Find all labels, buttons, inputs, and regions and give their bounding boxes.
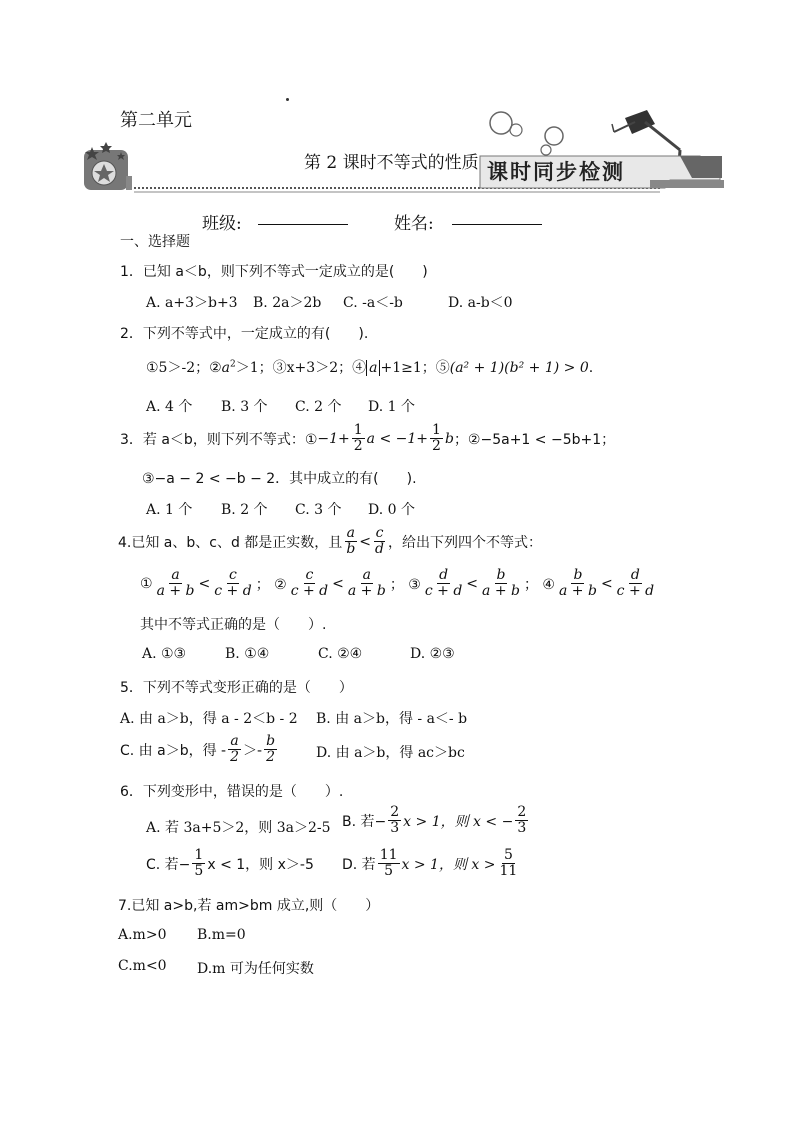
q6-option-c: C. 若− $\frac{1}{5}$ x < 1，则 x＞-5 (146, 847, 314, 880)
class-field[interactable] (258, 224, 348, 225)
q6-option-c-text2: x < 1，则 x＞-5 (207, 856, 314, 873)
q6-option-c-text: C. 若− (146, 856, 191, 873)
q6-option-d-text2: x > 1，则 x > (401, 856, 496, 873)
q7-option-c: C.m<0 (118, 958, 167, 974)
q6-option-b-text: B. 若− (342, 813, 387, 830)
q3-line2: ③−a − 2 < −b − 2．其中成立的有( ). (142, 471, 417, 487)
q1-option-a: A. a+3＞b+3 (146, 295, 238, 311)
q6-option-a: A. 若 3a+5＞2，则 3a＞2-5 (146, 820, 331, 836)
q5-option-a: A. 由 a＞b，得 a - 2＜b - 2 (120, 711, 298, 727)
section-heading: 一、选择题 (120, 234, 190, 250)
q6-option-d: D. 若 $\frac{11}{5}$ x > 1，则 x > $\frac{5}{11}$ (342, 847, 518, 880)
q2-stem: 2．下列不等式中，一定成立的有( ). (120, 326, 369, 342)
q7-option-d: D.m 可为任何实数 (197, 961, 314, 977)
q1-stem: 1．已知 a＜b，则下列不等式一定成立的是( ) (120, 264, 428, 280)
class-label: 班级: (202, 214, 242, 234)
q7-option-b: B.m=0 (197, 927, 246, 943)
q1-option-d: D. a-b＜0 (448, 295, 513, 311)
q4-conclusion: 其中不等式正确的是（ ）. (140, 617, 327, 633)
q4-stem-b: ，给出下列四个不等式： (387, 534, 542, 551)
q2-item-2: ＞1；③x+3＞2；④ (235, 360, 367, 376)
q4-option-c: C. ②④ (318, 646, 363, 662)
q6-option-b-text2: x > 1，则 x < − (403, 813, 514, 830)
name-label: 姓名: (394, 214, 434, 234)
q3-stem: 3．若 a＜b，则下列不等式：① (120, 431, 318, 448)
q4-option-d: D. ②③ (410, 646, 455, 662)
q1-option-c: C. -a＜-b (343, 295, 403, 311)
q2-option-d: D. 1 个 (368, 399, 415, 415)
q3-option-a: A. 1 个 (146, 502, 193, 518)
q3-option-d: D. 0 个 (368, 502, 415, 518)
q7-option-a: A.m>0 (118, 927, 167, 943)
q4-option-b: B. ①④ (225, 646, 270, 662)
q2-item-1: ①5＞-2；② (146, 360, 222, 376)
q2-item-3: +1≥1；⑤ (380, 360, 450, 376)
q2-items: ①5＞-2；$②a^2>1$；③x+3＞2；④ a +1≥1；⑤(a² + 1)(b² + 1) > 0. (146, 359, 594, 376)
q3-option-c: C. 3 个 (295, 502, 342, 518)
q4-inequalities: ① $\frac{a}{a + b}$ < $\frac{c}{c + d}$ ； ② $\frac{c}{c + d}$ < $\frac{a}{a + b}$ ； ③ $\frac{d}{c + d}$ < $\frac{b}{a + b}$ ； ④ $\frac{b}{a + b}$ < $\frac{d}{c + d}$ (140, 567, 655, 600)
q2-option-a: A. 4 个 (146, 399, 193, 415)
q2-item-4: (a² + 1)(b² + 1) > 0 (449, 360, 589, 376)
q3-line1: 3．若 a＜b，则下列不等式：① −1+ $\frac{1}{2}$ a < −1+ $\frac{1}{2}$ b ；②−5a+1 < −5b+1； (120, 422, 616, 455)
banner-title: 课时同步检测 (487, 159, 625, 184)
q2-option-c: C. 2 个 (295, 399, 342, 415)
q5-option-c: C. 由 a＞b，得 - $\frac{a}{2}$ ＞- $\frac{b}{2}$ (120, 733, 276, 766)
lesson-title: 第 2 课时不等式的性质 (304, 153, 479, 173)
q5-option-d: D. 由 a＞b，得 ac＞bc (316, 745, 465, 761)
q7-stem: 7.已知 a>b,若 am>bm 成立,则（ ） (118, 898, 380, 914)
q4-stem: 4.已知 a、b、c、d 都是正实数，且 $\frac{a}{b}$ < $\frac{c}{d}$ ，给出下列四个不等式： (118, 525, 542, 558)
name-field[interactable] (452, 224, 542, 225)
q4-stem-a: 4.已知 a、b、c、d 都是正实数，且 (118, 534, 343, 551)
q6-option-d-text: D. 若 (342, 856, 376, 873)
q6-option-b: B. 若− $\frac{2}{3}$ x > 1，则 x < − $\frac{2}{3}$ (342, 804, 527, 837)
unit-title: 第二单元 (120, 110, 192, 131)
abs-a: a (366, 360, 380, 376)
q6-stem: 6．下列变形中，错误的是（ ）. (120, 784, 344, 800)
q3-part2: ；②−5a+1 < −5b+1； (453, 431, 616, 448)
q3-option-b: B. 2 个 (221, 502, 268, 518)
q1-option-b: B. 2a＞2b (253, 295, 322, 311)
q5-option-b: B. 由 a＞b，得 - a＜- b (316, 711, 468, 727)
q5-option-c-text2: ＞- (243, 742, 263, 759)
q5-option-c-text: C. 由 a＞b，得 - (120, 742, 227, 759)
q4-option-a: A. ①③ (142, 646, 187, 662)
dot-mark (286, 98, 289, 101)
q5-stem: 5．下列不等式变形正确的是（ ） (120, 680, 353, 696)
q2-option-b: B. 3 个 (221, 399, 268, 415)
